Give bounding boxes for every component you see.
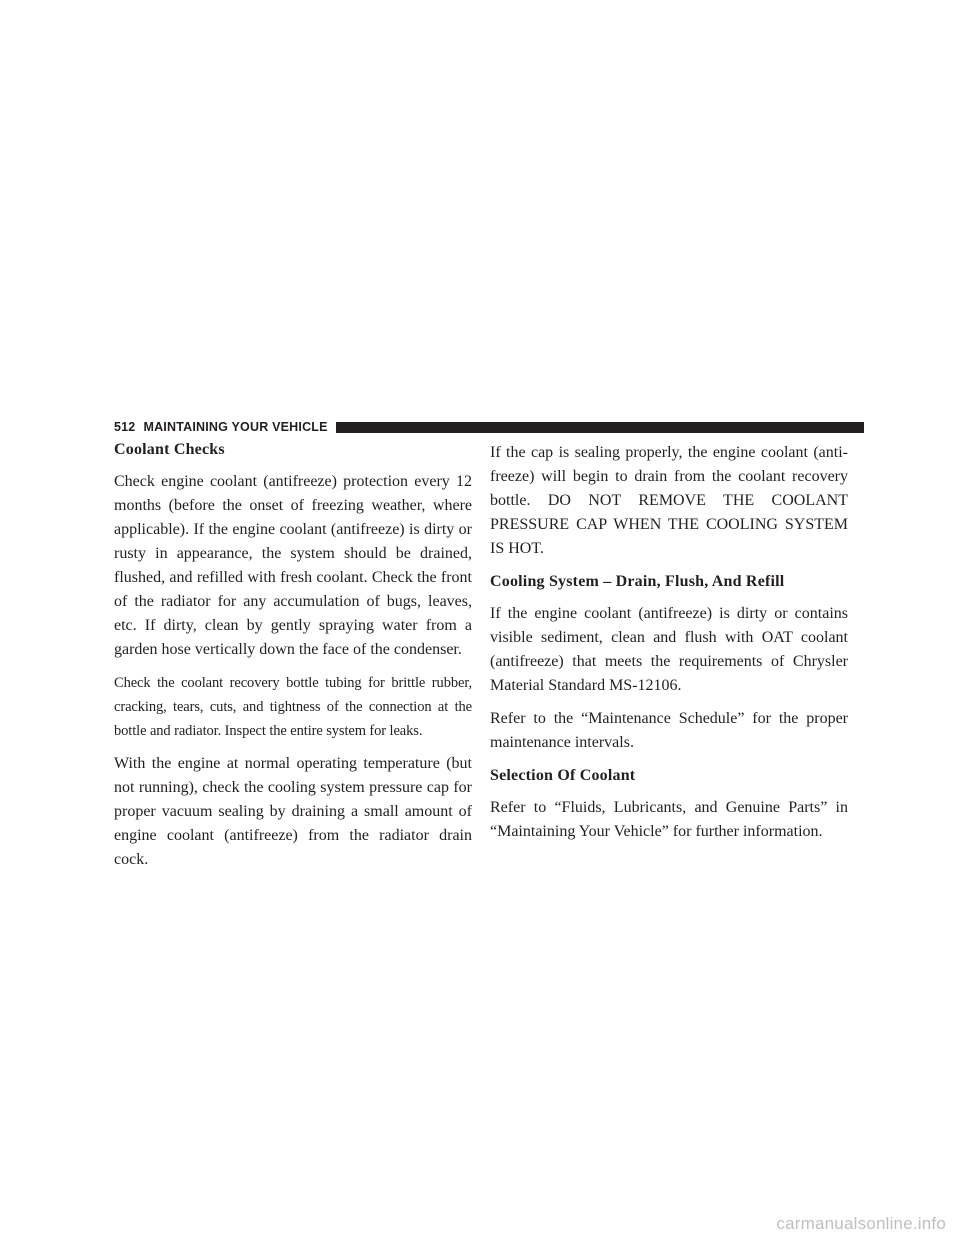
header-rule (336, 422, 864, 433)
site-watermark: carmanualsonline.info (776, 1214, 946, 1233)
heading-coolant-checks: Coolant Checks (114, 441, 225, 458)
left-column (114, 438, 472, 881)
paragraph-recovery-bottle: Check the coolant recovery bottle tubing for brittle rubber, cracking, tears, cuts, and tightness of the connection at the bottle and radiator. Inspect the entire system for leaks. (114, 675, 472, 739)
page-number: 512 (114, 420, 136, 434)
paragraph-coolant-protection: Check engine coolant (antifreeze) protection every 12 months (before the onset of freezing weather, where applicable). If the engine coolant (antifreeze) is dirty or rusty in appearance, the system should be drained, flushed, and refilled with fresh coolant. Check the front of the radiator for any accumulation of bugs, leaves, etc. If dirty, clean by gently spraying water from a garden hose vertically down the face of the condenser. (114, 473, 472, 658)
heading-drain-flush-refill: Cooling System – Drain, Flush, And Refill (490, 573, 785, 590)
paragraph-pressure-cap: With the engine at normal operating temperature (but not running), check the cooling system pressure cap for proper vacuum sealing by draining a small amount of engine coolant (antifreeze) from the radiator drain cock. (114, 755, 472, 868)
heading-selection-of-coolant: Selection Of Coolant (490, 767, 636, 784)
right-column (490, 441, 848, 853)
section-title: MAINTAINING YOUR VEHICLE (143, 420, 328, 434)
page-header (114, 418, 864, 436)
paragraph-fluids-reference: Refer to “Fluids, Lubricants, and Genuine Parts” in “Maintaining Your Vehicle” for further information. (490, 799, 848, 840)
paragraph-maintenance-schedule: Refer to the “Maintenance Schedule” for the proper maintenance intervals. (490, 710, 848, 751)
paragraph-oat-coolant: If the engine coolant (antifreeze) is dirty or contains visible sediment, clean and flush with OAT coolant (antifreeze) that meets the requirements of Chrysler Material Standard MS-12106. (490, 605, 848, 694)
paragraph-cap-sealing: If the cap is sealing properly, the engine coolant (anti-freeze) will begin to drain from the coolant recovery bottle. DO NOT REMOVE THE COOLANT PRESSURE CAP WHEN THE COOLING SYSTEM IS HOT. (490, 444, 848, 557)
